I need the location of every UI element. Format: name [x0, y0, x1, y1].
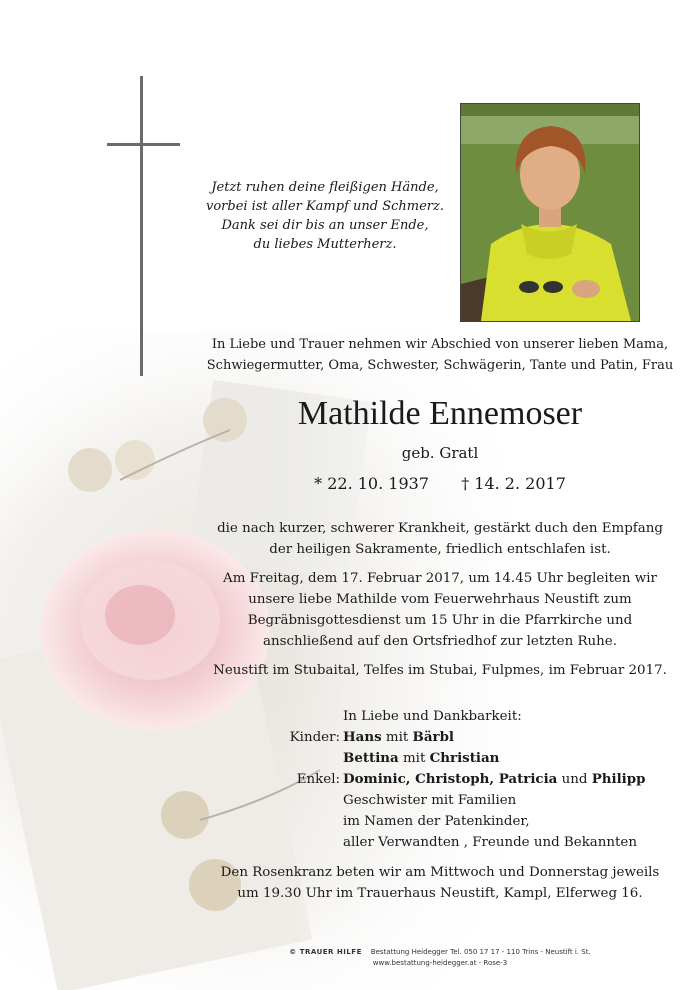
deceased-name: Mathilde Ennemoser — [297, 395, 583, 432]
partner-name: Bärbl — [412, 729, 455, 745]
paragraph-line: unsere liebe Mathilde vom Feuerwehrhaus Neustift zum — [248, 592, 632, 607]
child-name: Hans — [343, 729, 382, 745]
grandchild-name: Philipp — [591, 771, 646, 787]
family-other: im Namen der Patenkinder, — [343, 814, 530, 829]
children-label: Kinder: — [289, 730, 340, 745]
birth-date: * 22. 10. 1937 — [314, 474, 429, 493]
closing-line: Den Rosenkranz beten wir am Mittwoch und Donnerstag jeweils — [220, 865, 660, 880]
closing-text — [200, 862, 680, 904]
intro-text — [200, 334, 680, 376]
poem-line: vorbei ist aller Kampf und Schmerz. — [205, 199, 444, 214]
grandchildren-names: Dominic, Christoph, Patricia — [343, 771, 558, 787]
footer-contact: Bestattung Heidegger Tel. 050 17 17 - 110 Trins - Neustift i. St. — [370, 948, 591, 956]
footer — [230, 947, 650, 969]
cross-vertical-bar — [140, 76, 143, 376]
poem-line: Jetzt ruhen deine fleißigen Hände, — [211, 180, 439, 195]
place-date: Neustift im Stubaital, Telfes im Stubai, Fulpmes, im Februar 2017. — [213, 663, 667, 678]
death-date: † 14. 2. 2017 — [461, 474, 566, 493]
paragraph-passing — [200, 518, 680, 560]
child-name: Bettina — [343, 750, 399, 766]
grandchildren-label: Enkel: — [296, 772, 340, 787]
footer-website: www.bestattung-heidegger.at - Rose-3 — [372, 959, 508, 967]
life-dates — [200, 474, 680, 493]
connector-word: mit — [385, 730, 409, 745]
family-row-grandchildren — [240, 769, 660, 790]
connector-word: und — [561, 772, 588, 787]
birth-name: geb. Gratl — [401, 444, 479, 462]
intro-line: In Liebe und Trauer nehmen wir Abschied von unserer lieben Mama, — [211, 337, 669, 352]
family-heading: In Liebe und Dankbarkeit: — [343, 709, 522, 724]
connector-word: mit — [402, 751, 426, 766]
poem — [190, 178, 460, 254]
poem-line: du liebes Mutterherz. — [253, 237, 397, 252]
intro-line: Schwiegermutter, Oma, Schwester, Schwägerin, Tante und Patin, Frau — [206, 358, 674, 373]
footer-logo: © TRAUER HILFE — [289, 948, 362, 956]
family-other: aller Verwandten , Freunde und Bekannten — [343, 835, 637, 850]
cross-horizontal-bar — [107, 143, 180, 146]
poem-line: Dank sei dir bis an unser Ende, — [221, 218, 429, 233]
paragraph-line: anschließend auf den Ortsfriedhof zur letzten Ruhe. — [263, 634, 617, 649]
paragraph-line: der heiligen Sakramente, friedlich entschlafen ist. — [269, 542, 611, 557]
paragraph-funeral — [200, 568, 680, 652]
closing-line: um 19.30 Uhr im Trauerhaus Neustift, Kampl, Elferweg 16. — [237, 886, 643, 901]
family-list — [240, 706, 660, 853]
paragraph-line: Am Freitag, dem 17. Februar 2017, um 14.45 Uhr begleiten wir — [223, 571, 657, 586]
paragraph-line: Begräbnisgottesdienst um 15 Uhr in die Pfarrkirche und — [247, 613, 633, 628]
partner-name: Christian — [429, 750, 500, 766]
portrait-photo — [460, 103, 640, 322]
paragraph-line: die nach kurzer, schwerer Krankheit, gestärkt duch den Empfang — [217, 521, 663, 536]
family-row-children — [240, 727, 660, 748]
family-other: Geschwister mit Familien — [343, 793, 517, 808]
